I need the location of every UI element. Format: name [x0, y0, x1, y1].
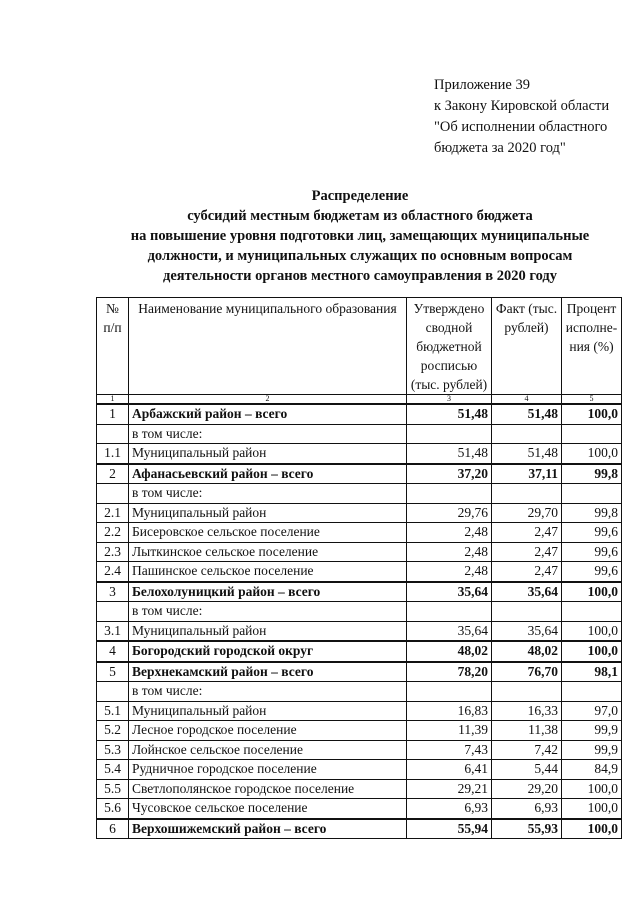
municipality-name: Пашинское сельское поселение — [129, 562, 407, 582]
fact-amount: 16,33 — [492, 701, 562, 721]
approved-amount — [407, 682, 492, 702]
fact-amount: 29,20 — [492, 779, 562, 799]
approved-amount: 2,48 — [407, 542, 492, 562]
header-fact: Факт (тыс. рублей) — [492, 298, 562, 395]
execution-percent: 100,0 — [562, 404, 622, 424]
row-number: 1 — [97, 404, 129, 424]
execution-percent — [562, 484, 622, 504]
header-num: № п/п — [97, 298, 129, 395]
fact-amount: 37,11 — [492, 464, 562, 484]
municipality-name: Муниципальный район — [129, 444, 407, 464]
approved-amount: 35,64 — [407, 582, 492, 602]
municipality-name: Рудничное городское поселение — [129, 760, 407, 780]
approved-amount: 11,39 — [407, 721, 492, 741]
execution-percent — [562, 602, 622, 622]
execution-percent: 84,9 — [562, 760, 622, 780]
table-row — [97, 562, 622, 582]
subsidy-table — [96, 297, 622, 839]
table-header-row — [97, 298, 622, 395]
fact-amount — [492, 424, 562, 444]
fact-amount: 51,48 — [492, 404, 562, 424]
column-number: 5 — [562, 395, 622, 405]
fact-amount: 48,02 — [492, 641, 562, 662]
table-row — [97, 404, 622, 424]
fact-amount: 2,47 — [492, 542, 562, 562]
municipality-name: Бисеровское сельское поселение — [129, 523, 407, 543]
title-line: субсидий местным бюджетам из областного бюджета — [187, 208, 533, 224]
table-row — [97, 701, 622, 721]
row-number: 5 — [97, 662, 129, 682]
fact-amount — [492, 602, 562, 622]
fact-amount: 5,44 — [492, 760, 562, 780]
municipality-name: Муниципальный район — [129, 701, 407, 721]
execution-percent — [562, 424, 622, 444]
approved-amount: 78,20 — [407, 662, 492, 682]
approved-amount: 2,48 — [407, 562, 492, 582]
table-row — [97, 740, 622, 760]
execution-percent: 98,1 — [562, 662, 622, 682]
row-number: 3.1 — [97, 621, 129, 641]
execution-percent: 99,6 — [562, 523, 622, 543]
approved-amount: 6,41 — [407, 760, 492, 780]
execution-percent: 100,0 — [562, 582, 622, 602]
municipality-name: Афанасьевский район – всего — [129, 464, 407, 484]
execution-percent: 97,0 — [562, 701, 622, 721]
fact-amount: 29,70 — [492, 503, 562, 523]
table-row — [97, 662, 622, 682]
municipality-name: Лойнское сельское поселение — [129, 740, 407, 760]
table-row — [97, 641, 622, 662]
table-row — [97, 682, 622, 702]
row-number: 1.1 — [97, 444, 129, 464]
row-number — [97, 682, 129, 702]
approved-amount: 48,02 — [407, 641, 492, 662]
fact-amount: 7,42 — [492, 740, 562, 760]
title-line: Распределение — [311, 188, 409, 204]
row-number: 2 — [97, 464, 129, 484]
table-row — [97, 523, 622, 543]
approved-amount — [407, 602, 492, 622]
header-approved: Утверждено сводной бюджетной росписью (тыс. рублей) — [407, 298, 492, 395]
fact-amount: 2,47 — [492, 523, 562, 543]
row-number: 3 — [97, 582, 129, 602]
approved-amount: 16,83 — [407, 701, 492, 721]
fact-amount — [492, 682, 562, 702]
table-row — [97, 799, 622, 819]
fact-amount: 55,93 — [492, 819, 562, 839]
table-row — [97, 621, 622, 641]
fact-amount: 35,64 — [492, 621, 562, 641]
row-number: 2.4 — [97, 562, 129, 582]
table-row — [97, 424, 622, 444]
column-number: 4 — [492, 395, 562, 405]
row-number: 5.2 — [97, 721, 129, 741]
table-row — [97, 542, 622, 562]
column-number: 2 — [129, 395, 407, 405]
municipality-name: Верхнекамский район – всего — [129, 662, 407, 682]
fact-amount: 6,93 — [492, 799, 562, 819]
approved-amount: 37,20 — [407, 464, 492, 484]
row-number: 5.3 — [97, 740, 129, 760]
approved-amount — [407, 424, 492, 444]
approved-amount: 6,93 — [407, 799, 492, 819]
municipality-name: Светлополянское городское поселение — [129, 779, 407, 799]
municipality-name: в том числе: — [129, 602, 407, 622]
municipality-name: Верхошижемский район – всего — [129, 819, 407, 839]
table-row — [97, 779, 622, 799]
execution-percent: 100,0 — [562, 444, 622, 464]
row-number: 2.1 — [97, 503, 129, 523]
row-number — [97, 602, 129, 622]
execution-percent: 99,6 — [562, 562, 622, 582]
municipality-name: Лыткинское сельское поселение — [129, 542, 407, 562]
execution-percent: 99,8 — [562, 464, 622, 484]
table-body — [97, 404, 622, 839]
execution-percent — [562, 682, 622, 702]
execution-percent: 99,9 — [562, 721, 622, 741]
execution-percent: 99,8 — [562, 503, 622, 523]
execution-percent: 100,0 — [562, 621, 622, 641]
table-row — [97, 582, 622, 602]
table-row — [97, 819, 622, 839]
fact-amount: 35,64 — [492, 582, 562, 602]
row-number: 6 — [97, 819, 129, 839]
table-row — [97, 503, 622, 523]
fact-amount: 11,38 — [492, 721, 562, 741]
table-row — [97, 602, 622, 622]
table-row — [97, 721, 622, 741]
approved-amount: 2,48 — [407, 523, 492, 543]
row-number: 5.1 — [97, 701, 129, 721]
municipality-name: в том числе: — [129, 484, 407, 504]
appendix-line: "Об исполнении областного — [434, 119, 608, 135]
column-number-row — [97, 395, 622, 405]
fact-amount: 51,48 — [492, 444, 562, 464]
column-number: 3 — [407, 395, 492, 405]
approved-amount: 29,76 — [407, 503, 492, 523]
approved-amount: 51,48 — [407, 404, 492, 424]
table-row — [97, 760, 622, 780]
approved-amount: 35,64 — [407, 621, 492, 641]
table-row — [97, 484, 622, 504]
header-percent: Процент исполне- ния (%) — [562, 298, 622, 395]
execution-percent: 100,0 — [562, 779, 622, 799]
municipality-name: Лесное городское поселение — [129, 721, 407, 741]
title-line: должности, и муниципальных служащих по основным вопросам — [147, 248, 573, 264]
approved-amount: 55,94 — [407, 819, 492, 839]
approved-amount: 29,21 — [407, 779, 492, 799]
appendix-note — [434, 75, 609, 159]
row-number: 5.6 — [97, 799, 129, 819]
row-number — [97, 484, 129, 504]
municipality-name: Чусовское сельское поселение — [129, 799, 407, 819]
approved-amount: 7,43 — [407, 740, 492, 760]
row-number: 4 — [97, 641, 129, 662]
municipality-name: в том числе: — [129, 424, 407, 444]
municipality-name: Муниципальный район — [129, 503, 407, 523]
row-number: 2.3 — [97, 542, 129, 562]
approved-amount: 51,48 — [407, 444, 492, 464]
execution-percent: 99,6 — [562, 542, 622, 562]
header-name: Наименование муниципального образования — [129, 298, 407, 395]
table-row — [97, 464, 622, 484]
fact-amount: 76,70 — [492, 662, 562, 682]
row-number — [97, 424, 129, 444]
row-number: 5.4 — [97, 760, 129, 780]
title-line: на повышение уровня подготовки лиц, замещающих муниципальные — [130, 228, 590, 244]
appendix-line: к Закону Кировской области — [434, 98, 610, 114]
appendix-line: Приложение 39 — [434, 77, 530, 93]
table-row — [97, 444, 622, 464]
title-line: деятельности органов местного самоуправления в 2020 году — [163, 268, 557, 284]
row-number: 2.2 — [97, 523, 129, 543]
execution-percent: 100,0 — [562, 819, 622, 839]
fact-amount — [492, 484, 562, 504]
municipality-name: Белохолуницкий район – всего — [129, 582, 407, 602]
approved-amount — [407, 484, 492, 504]
fact-amount: 2,47 — [492, 562, 562, 582]
municipality-name: Арбажский район – всего — [129, 404, 407, 424]
appendix-line: бюджета за 2020 год" — [434, 140, 566, 156]
municipality-name: Богородский городской округ — [129, 641, 407, 662]
document-title — [60, 186, 640, 286]
execution-percent: 100,0 — [562, 641, 622, 662]
municipality-name: в том числе: — [129, 682, 407, 702]
row-number: 5.5 — [97, 779, 129, 799]
execution-percent: 100,0 — [562, 799, 622, 819]
execution-percent: 99,9 — [562, 740, 622, 760]
column-number: 1 — [97, 395, 129, 405]
municipality-name: Муниципальный район — [129, 621, 407, 641]
